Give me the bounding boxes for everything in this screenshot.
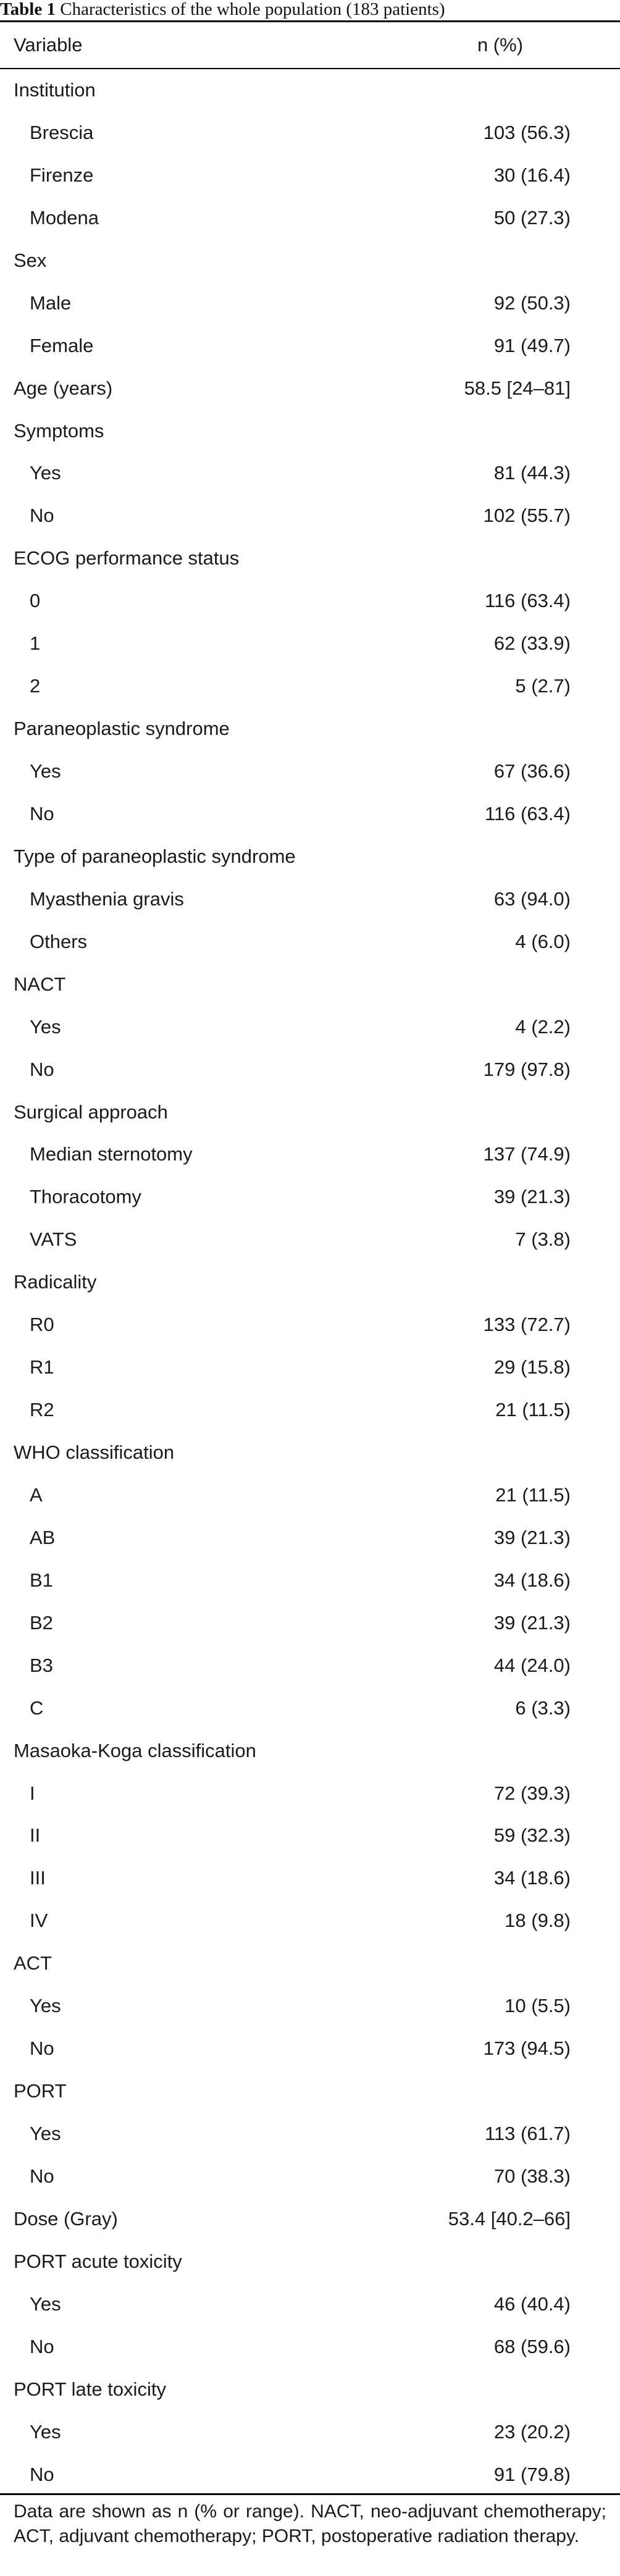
table-caption [0,0,620,20]
row-value: 50 (27.3) [493,206,571,229]
row-value: 30 (16.4) [493,164,571,186]
row-value: 63 (94.0) [493,887,571,910]
row-label: VATS [30,1228,77,1251]
row-value: 39 (21.3) [493,1526,571,1548]
table-row [0,1389,620,1432]
row-label: No [30,2037,54,2060]
row-value: 72 (39.3) [493,1782,571,1804]
table-footnote: Data are shown as n (% or range). NACT, neo-adjuvant chemotherapy; ACT, adjuvant chemotherapy; PORT, postoperative radiation therapy. [14,2501,606,2546]
table-row [0,282,620,325]
table-row [0,452,620,495]
table-group-row [0,537,620,580]
table-header-row [0,22,620,68]
row-value: 137 (74.9) [483,1143,571,1165]
row-value: 62 (33.9) [493,632,571,655]
row-value: 18 (9.8) [505,1910,571,1932]
table-row [0,1304,620,1346]
table-row [0,154,620,197]
row-value: 58.5 [24–81] [464,377,571,399]
row-label: I [30,1782,35,1804]
row-label: Firenze [30,164,94,186]
row-label: AB [30,1526,56,1548]
table-group-row [0,2241,620,2283]
row-label: Female [30,334,94,356]
row-value: 23 (20.2) [493,2420,571,2443]
table-row [0,750,620,793]
row-label: Yes [30,760,61,782]
table-row [0,1559,620,1602]
row-label: R0 [30,1314,54,1336]
row-label: Symptoms [14,419,104,442]
row-value: 4 (2.2) [515,1015,571,1038]
row-label: No [30,2165,54,2187]
row-label: PORT late toxicity [14,2378,166,2400]
table-body [0,69,620,2496]
table-row [0,1346,620,1389]
row-label: 0 [30,590,41,612]
row-value: 68 (59.6) [493,2335,571,2357]
table-group-row [0,708,620,750]
row-value: 91 (49.7) [493,334,571,356]
row-label: R1 [30,1356,54,1378]
table-row [0,921,620,963]
row-label: Radicality [14,1271,97,1293]
row-label: No [30,505,54,527]
table-row [0,878,620,921]
row-value: 113 (61.7) [484,2123,571,2144]
row-label: Masaoka-Koga classification [14,1739,256,1761]
row-label: WHO classification [14,1441,175,1463]
row-value: 39 (21.3) [493,1611,571,1634]
row-value: 21 (11.5) [495,1483,571,1506]
row-value: 46 (40.4) [493,2293,571,2315]
row-label: ACT [14,1952,52,1974]
row-label: Surgical approach [14,1101,168,1123]
table-row [0,2028,620,2070]
table-row [0,2326,620,2368]
row-label: 2 [30,675,41,697]
table-row [0,1687,620,1730]
row-label: 1 [30,632,41,655]
row-value: 44 (24.0) [493,1654,571,1676]
row-label: R2 [30,1399,54,1421]
row-label: Yes [30,2293,61,2315]
row-label: No [30,2463,54,2485]
row-value: 6 (3.3) [515,1697,571,1719]
row-label: B2 [30,1611,53,1634]
table-group-row [0,69,620,112]
table-row [0,1049,620,1091]
row-value: 5 (2.7) [515,675,571,697]
table-row [0,2283,620,2326]
row-label: Yes [30,2420,61,2443]
table-row [0,1517,620,1559]
row-value: 29 (15.8) [493,1356,571,1378]
table-group-row [0,367,620,410]
table-row [0,1474,620,1517]
row-label: PORT acute toxicity [14,2250,182,2272]
row-value: 92 (50.3) [493,292,571,314]
table-row [0,112,620,154]
row-value: 173 (94.5) [483,2037,571,2060]
row-label: No [30,802,54,824]
table-row [0,2155,620,2198]
row-label: Type of paraneoplastic syndrome [14,845,296,867]
table-row [0,1219,620,1261]
table-group-row [0,1730,620,1773]
row-value: 81 (44.3) [493,462,571,484]
table-row [0,623,620,665]
row-label: III [30,1867,46,1889]
table-row [0,2411,620,2454]
table-number: Table 1 [0,0,56,19]
table-group-row [0,240,620,282]
row-value: 91 (79.8) [493,2463,571,2485]
row-value: 116 (63.4) [484,590,571,612]
table-title: Characteristics of the whole population (183 patients) [60,0,445,19]
row-label: B1 [30,1569,53,1591]
table-group-row [0,963,620,1006]
table-group-row [0,1432,620,1474]
table-row [0,1176,620,1219]
row-value: 7 (3.8) [515,1228,571,1251]
row-label: IV [30,1910,48,1932]
table-bottom-rule [0,2493,620,2495]
row-label: No [30,2335,54,2357]
row-value: 67 (36.6) [493,760,571,782]
table-group-row [0,1091,620,1134]
row-label: Thoracotomy [30,1186,141,1208]
row-value: 34 (18.6) [493,1867,571,1889]
row-label: No [30,1058,54,1080]
table-row [0,1602,620,1645]
table-group-row [0,2070,620,2113]
row-label: Male [30,292,72,314]
row-label: Yes [30,1995,61,2017]
row-value: 59 (32.3) [493,1824,571,1847]
table-group-row [0,410,620,453]
table-row [0,1645,620,1687]
row-value: 116 (63.4) [484,802,571,824]
row-label: C [30,1697,44,1719]
table-row [0,2454,620,2496]
row-value: 70 (38.3) [493,2165,571,2187]
row-value: 179 (97.8) [483,1058,571,1080]
table-row [0,197,620,240]
row-label: Sex [14,249,47,271]
row-label: Myasthenia gravis [30,887,184,910]
table-row [0,2113,620,2155]
row-label: Institution [14,79,96,101]
row-value: 133 (72.7) [483,1314,571,1336]
row-value: 21 (11.5) [495,1399,571,1421]
row-value: 102 (55.7) [483,505,571,527]
table-group-row [0,836,620,878]
row-value: 39 (21.3) [493,1186,571,1208]
table-group-row [0,2368,620,2411]
row-value: 34 (18.6) [493,1569,571,1591]
header-variable: Variable [14,34,83,56]
table-row [0,1773,620,1815]
table-group-row [0,1942,620,1985]
row-label: Yes [30,1015,61,1038]
table-row [0,1985,620,2028]
row-label: NACT [14,973,66,995]
table-row [0,580,620,623]
table-row [0,1900,620,1942]
table-row [0,1133,620,1176]
table-row [0,665,620,708]
table-row [0,1857,620,1900]
row-label: Yes [30,2123,61,2144]
row-label: Age (years) [14,377,113,399]
row-label: Dose (Gray) [14,2207,118,2230]
row-value: 103 (56.3) [483,121,571,143]
row-label: ECOG performance status [14,547,240,569]
table-group-row [0,2198,620,2241]
row-value: 53.4 [40.2–66] [448,2207,571,2230]
row-value: 4 (6.0) [515,930,571,952]
row-label: Modena [30,206,99,229]
row-label: Paraneoplastic syndrome [14,718,230,740]
row-label: Median sternotomy [30,1143,193,1165]
table-row [0,793,620,836]
table-group-row [0,1261,620,1304]
table-row [0,325,620,367]
row-label: B3 [30,1654,53,1676]
table-row [0,1006,620,1049]
table-row [0,1815,620,1857]
row-label: Brescia [30,121,94,143]
row-label: PORT [14,2080,67,2102]
row-value: 10 (5.5) [505,1995,571,2017]
row-label: Yes [30,462,61,484]
row-label: II [30,1824,41,1847]
table-row [0,495,620,537]
header-value: n (%) [477,34,524,56]
row-label: A [30,1483,43,1506]
row-label: Others [30,930,88,952]
